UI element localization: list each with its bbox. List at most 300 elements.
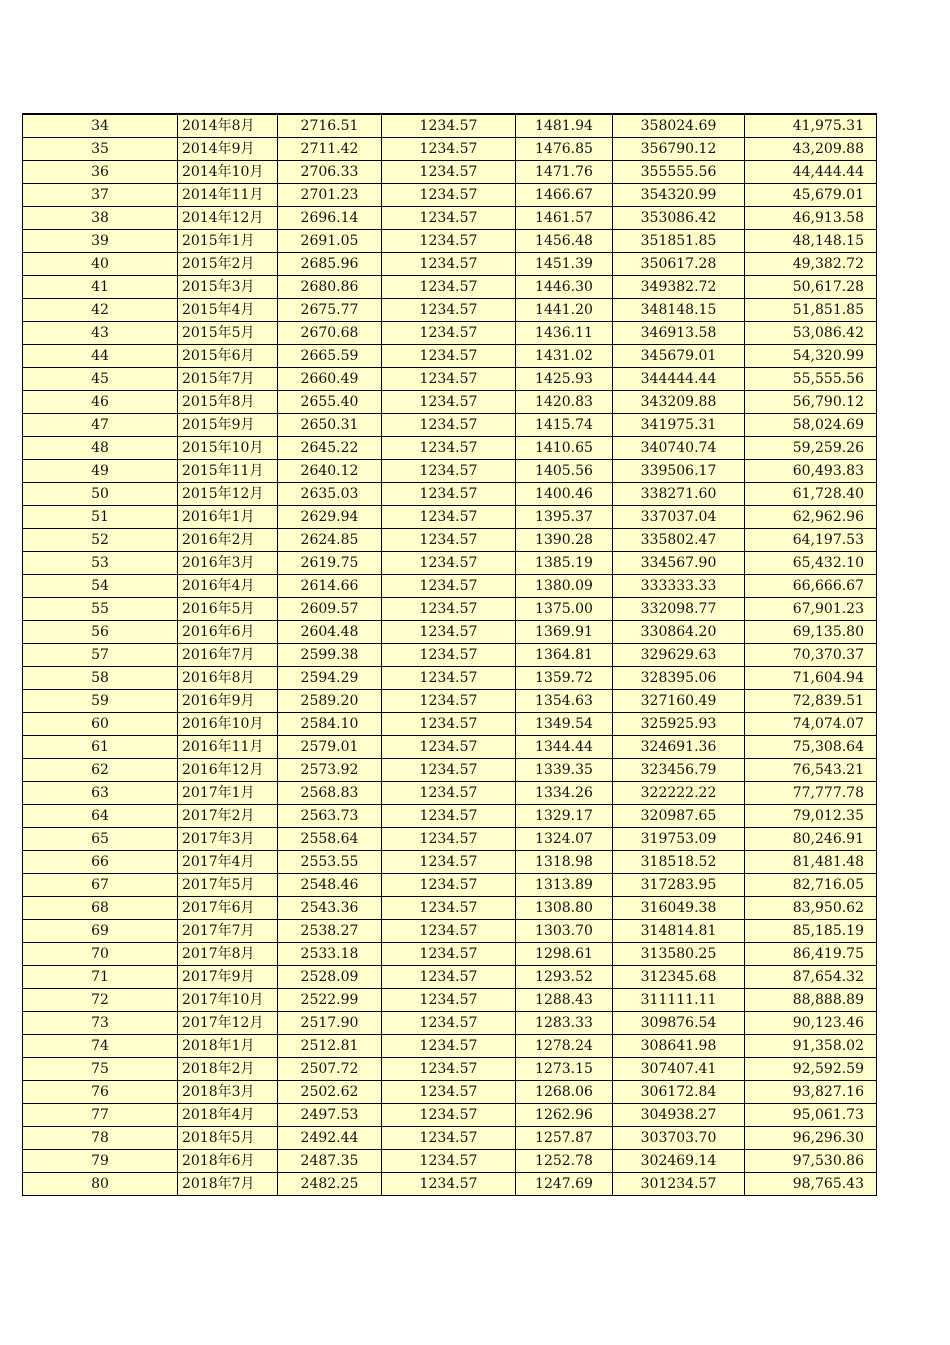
cell-payment: 2482.25 xyxy=(278,1173,382,1196)
cell-interest: 1471.76 xyxy=(516,161,613,184)
cell-no: 34 xyxy=(23,114,178,138)
cell-no: 65 xyxy=(23,828,178,851)
cell-interest: 1405.56 xyxy=(516,460,613,483)
cell-balance: 332098.77 xyxy=(613,598,745,621)
cell-principal: 1234.57 xyxy=(382,276,516,299)
table-row xyxy=(23,161,877,184)
cell-date: 2016年11月 xyxy=(178,736,278,759)
cell-principal: 1234.57 xyxy=(382,575,516,598)
cell-payment: 2635.03 xyxy=(278,483,382,506)
cell-paid_total: 51,851.85 xyxy=(745,299,877,322)
cell-balance: 328395.06 xyxy=(613,667,745,690)
cell-paid_total: 48,148.15 xyxy=(745,230,877,253)
cell-principal: 1234.57 xyxy=(382,759,516,782)
loan-schedule-table xyxy=(22,113,877,1196)
cell-date: 2018年2月 xyxy=(178,1058,278,1081)
cell-payment: 2507.72 xyxy=(278,1058,382,1081)
cell-interest: 1298.61 xyxy=(516,943,613,966)
cell-date: 2017年9月 xyxy=(178,966,278,989)
cell-no: 79 xyxy=(23,1150,178,1173)
cell-interest: 1461.57 xyxy=(516,207,613,230)
cell-paid_total: 60,493.83 xyxy=(745,460,877,483)
cell-paid_total: 45,679.01 xyxy=(745,184,877,207)
table-row xyxy=(23,1150,877,1173)
cell-date: 2017年12月 xyxy=(178,1012,278,1035)
cell-principal: 1234.57 xyxy=(382,1058,516,1081)
cell-principal: 1234.57 xyxy=(382,920,516,943)
cell-balance: 317283.95 xyxy=(613,874,745,897)
cell-balance: 323456.79 xyxy=(613,759,745,782)
cell-paid_total: 93,827.16 xyxy=(745,1081,877,1104)
cell-no: 64 xyxy=(23,805,178,828)
cell-principal: 1234.57 xyxy=(382,1035,516,1058)
cell-balance: 325925.93 xyxy=(613,713,745,736)
table-row xyxy=(23,805,877,828)
cell-interest: 1329.17 xyxy=(516,805,613,828)
table-row xyxy=(23,644,877,667)
cell-payment: 2619.75 xyxy=(278,552,382,575)
cell-balance: 307407.41 xyxy=(613,1058,745,1081)
cell-interest: 1431.02 xyxy=(516,345,613,368)
table-row xyxy=(23,1012,877,1035)
cell-date: 2015年11月 xyxy=(178,460,278,483)
cell-date: 2018年4月 xyxy=(178,1104,278,1127)
cell-no: 69 xyxy=(23,920,178,943)
cell-no: 52 xyxy=(23,529,178,552)
cell-paid_total: 76,543.21 xyxy=(745,759,877,782)
cell-interest: 1354.63 xyxy=(516,690,613,713)
table-row xyxy=(23,1081,877,1104)
cell-interest: 1247.69 xyxy=(516,1173,613,1196)
cell-payment: 2568.83 xyxy=(278,782,382,805)
cell-paid_total: 50,617.28 xyxy=(745,276,877,299)
cell-no: 45 xyxy=(23,368,178,391)
cell-payment: 2716.51 xyxy=(278,114,382,138)
cell-balance: 318518.52 xyxy=(613,851,745,874)
table-row xyxy=(23,667,877,690)
cell-paid_total: 77,777.78 xyxy=(745,782,877,805)
cell-payment: 2660.49 xyxy=(278,368,382,391)
cell-paid_total: 44,444.44 xyxy=(745,161,877,184)
cell-no: 73 xyxy=(23,1012,178,1035)
cell-date: 2016年3月 xyxy=(178,552,278,575)
cell-principal: 1234.57 xyxy=(382,598,516,621)
cell-no: 53 xyxy=(23,552,178,575)
cell-paid_total: 72,839.51 xyxy=(745,690,877,713)
cell-balance: 309876.54 xyxy=(613,1012,745,1035)
cell-balance: 335802.47 xyxy=(613,529,745,552)
cell-principal: 1234.57 xyxy=(382,299,516,322)
cell-date: 2017年3月 xyxy=(178,828,278,851)
cell-payment: 2701.23 xyxy=(278,184,382,207)
cell-principal: 1234.57 xyxy=(382,460,516,483)
cell-no: 46 xyxy=(23,391,178,414)
cell-interest: 1420.83 xyxy=(516,391,613,414)
cell-date: 2017年4月 xyxy=(178,851,278,874)
cell-balance: 334567.90 xyxy=(613,552,745,575)
table-row xyxy=(23,184,877,207)
cell-paid_total: 82,716.05 xyxy=(745,874,877,897)
cell-interest: 1349.54 xyxy=(516,713,613,736)
table-row xyxy=(23,414,877,437)
cell-interest: 1441.20 xyxy=(516,299,613,322)
table-row xyxy=(23,920,877,943)
table-row xyxy=(23,828,877,851)
cell-principal: 1234.57 xyxy=(382,506,516,529)
table-row xyxy=(23,1104,877,1127)
cell-balance: 351851.85 xyxy=(613,230,745,253)
cell-principal: 1234.57 xyxy=(382,184,516,207)
cell-paid_total: 71,604.94 xyxy=(745,667,877,690)
cell-date: 2015年10月 xyxy=(178,437,278,460)
table-row xyxy=(23,897,877,920)
cell-balance: 353086.42 xyxy=(613,207,745,230)
table-row xyxy=(23,253,877,276)
cell-balance: 330864.20 xyxy=(613,621,745,644)
cell-principal: 1234.57 xyxy=(382,253,516,276)
cell-payment: 2573.92 xyxy=(278,759,382,782)
cell-date: 2015年7月 xyxy=(178,368,278,391)
cell-interest: 1415.74 xyxy=(516,414,613,437)
cell-no: 49 xyxy=(23,460,178,483)
cell-no: 55 xyxy=(23,598,178,621)
table-row xyxy=(23,529,877,552)
cell-date: 2015年8月 xyxy=(178,391,278,414)
cell-no: 60 xyxy=(23,713,178,736)
cell-principal: 1234.57 xyxy=(382,391,516,414)
cell-principal: 1234.57 xyxy=(382,713,516,736)
cell-interest: 1324.07 xyxy=(516,828,613,851)
cell-payment: 2650.31 xyxy=(278,414,382,437)
cell-interest: 1318.98 xyxy=(516,851,613,874)
cell-paid_total: 70,370.37 xyxy=(745,644,877,667)
cell-interest: 1425.93 xyxy=(516,368,613,391)
cell-payment: 2696.14 xyxy=(278,207,382,230)
cell-payment: 2553.55 xyxy=(278,851,382,874)
cell-interest: 1410.65 xyxy=(516,437,613,460)
cell-no: 50 xyxy=(23,483,178,506)
table-row xyxy=(23,759,877,782)
cell-date: 2014年12月 xyxy=(178,207,278,230)
cell-paid_total: 79,012.35 xyxy=(745,805,877,828)
cell-paid_total: 91,358.02 xyxy=(745,1035,877,1058)
cell-payment: 2502.62 xyxy=(278,1081,382,1104)
cell-interest: 1481.94 xyxy=(516,114,613,138)
cell-no: 51 xyxy=(23,506,178,529)
table-row xyxy=(23,851,877,874)
cell-payment: 2594.29 xyxy=(278,667,382,690)
cell-principal: 1234.57 xyxy=(382,1104,516,1127)
cell-interest: 1288.43 xyxy=(516,989,613,1012)
cell-balance: 349382.72 xyxy=(613,276,745,299)
cell-paid_total: 69,135.80 xyxy=(745,621,877,644)
cell-paid_total: 90,123.46 xyxy=(745,1012,877,1035)
cell-principal: 1234.57 xyxy=(382,1150,516,1173)
cell-date: 2018年7月 xyxy=(178,1173,278,1196)
cell-interest: 1334.26 xyxy=(516,782,613,805)
cell-principal: 1234.57 xyxy=(382,322,516,345)
cell-payment: 2604.48 xyxy=(278,621,382,644)
cell-paid_total: 83,950.62 xyxy=(745,897,877,920)
cell-payment: 2655.40 xyxy=(278,391,382,414)
table-row xyxy=(23,276,877,299)
cell-no: 77 xyxy=(23,1104,178,1127)
cell-interest: 1293.52 xyxy=(516,966,613,989)
cell-principal: 1234.57 xyxy=(382,943,516,966)
cell-paid_total: 92,592.59 xyxy=(745,1058,877,1081)
cell-balance: 304938.27 xyxy=(613,1104,745,1127)
cell-balance: 319753.09 xyxy=(613,828,745,851)
table-row xyxy=(23,621,877,644)
table-row xyxy=(23,138,877,161)
cell-paid_total: 74,074.07 xyxy=(745,713,877,736)
cell-date: 2017年1月 xyxy=(178,782,278,805)
cell-balance: 312345.68 xyxy=(613,966,745,989)
cell-interest: 1359.72 xyxy=(516,667,613,690)
cell-interest: 1369.91 xyxy=(516,621,613,644)
cell-no: 56 xyxy=(23,621,178,644)
cell-balance: 308641.98 xyxy=(613,1035,745,1058)
cell-payment: 2589.20 xyxy=(278,690,382,713)
cell-date: 2015年2月 xyxy=(178,253,278,276)
cell-principal: 1234.57 xyxy=(382,483,516,506)
cell-paid_total: 85,185.19 xyxy=(745,920,877,943)
cell-interest: 1375.00 xyxy=(516,598,613,621)
cell-date: 2018年3月 xyxy=(178,1081,278,1104)
table-row xyxy=(23,1035,877,1058)
cell-interest: 1278.24 xyxy=(516,1035,613,1058)
cell-date: 2017年7月 xyxy=(178,920,278,943)
cell-date: 2015年12月 xyxy=(178,483,278,506)
table-row xyxy=(23,736,877,759)
cell-no: 75 xyxy=(23,1058,178,1081)
cell-payment: 2629.94 xyxy=(278,506,382,529)
cell-principal: 1234.57 xyxy=(382,667,516,690)
cell-principal: 1234.57 xyxy=(382,874,516,897)
cell-no: 71 xyxy=(23,966,178,989)
cell-date: 2018年1月 xyxy=(178,1035,278,1058)
table-row xyxy=(23,943,877,966)
cell-balance: 354320.99 xyxy=(613,184,745,207)
cell-date: 2015年5月 xyxy=(178,322,278,345)
cell-paid_total: 64,197.53 xyxy=(745,529,877,552)
cell-interest: 1344.44 xyxy=(516,736,613,759)
cell-no: 74 xyxy=(23,1035,178,1058)
cell-date: 2014年11月 xyxy=(178,184,278,207)
cell-date: 2017年5月 xyxy=(178,874,278,897)
cell-principal: 1234.57 xyxy=(382,1127,516,1150)
cell-no: 76 xyxy=(23,1081,178,1104)
cell-interest: 1385.19 xyxy=(516,552,613,575)
cell-no: 62 xyxy=(23,759,178,782)
cell-no: 35 xyxy=(23,138,178,161)
cell-no: 43 xyxy=(23,322,178,345)
cell-interest: 1308.80 xyxy=(516,897,613,920)
cell-paid_total: 86,419.75 xyxy=(745,943,877,966)
cell-payment: 2584.10 xyxy=(278,713,382,736)
cell-principal: 1234.57 xyxy=(382,989,516,1012)
cell-no: 67 xyxy=(23,874,178,897)
cell-paid_total: 66,666.67 xyxy=(745,575,877,598)
cell-payment: 2624.85 xyxy=(278,529,382,552)
cell-balance: 313580.25 xyxy=(613,943,745,966)
cell-interest: 1400.46 xyxy=(516,483,613,506)
cell-payment: 2665.59 xyxy=(278,345,382,368)
cell-paid_total: 43,209.88 xyxy=(745,138,877,161)
cell-date: 2016年1月 xyxy=(178,506,278,529)
cell-balance: 329629.63 xyxy=(613,644,745,667)
cell-paid_total: 49,382.72 xyxy=(745,253,877,276)
cell-date: 2016年8月 xyxy=(178,667,278,690)
cell-principal: 1234.57 xyxy=(382,414,516,437)
cell-no: 48 xyxy=(23,437,178,460)
cell-paid_total: 95,061.73 xyxy=(745,1104,877,1127)
cell-paid_total: 80,246.91 xyxy=(745,828,877,851)
table-row xyxy=(23,114,877,138)
cell-no: 41 xyxy=(23,276,178,299)
cell-balance: 306172.84 xyxy=(613,1081,745,1104)
cell-date: 2016年5月 xyxy=(178,598,278,621)
table-row xyxy=(23,437,877,460)
table-row xyxy=(23,598,877,621)
cell-payment: 2640.12 xyxy=(278,460,382,483)
cell-paid_total: 62,962.96 xyxy=(745,506,877,529)
cell-paid_total: 59,259.26 xyxy=(745,437,877,460)
cell-payment: 2706.33 xyxy=(278,161,382,184)
cell-balance: 311111.11 xyxy=(613,989,745,1012)
cell-date: 2016年12月 xyxy=(178,759,278,782)
cell-date: 2015年6月 xyxy=(178,345,278,368)
table-row xyxy=(23,552,877,575)
cell-no: 40 xyxy=(23,253,178,276)
table-row xyxy=(23,322,877,345)
cell-payment: 2645.22 xyxy=(278,437,382,460)
table-row xyxy=(23,230,877,253)
cell-interest: 1390.28 xyxy=(516,529,613,552)
cell-balance: 348148.15 xyxy=(613,299,745,322)
cell-interest: 1283.33 xyxy=(516,1012,613,1035)
cell-no: 59 xyxy=(23,690,178,713)
cell-balance: 303703.70 xyxy=(613,1127,745,1150)
cell-paid_total: 65,432.10 xyxy=(745,552,877,575)
cell-date: 2017年8月 xyxy=(178,943,278,966)
table-row xyxy=(23,460,877,483)
cell-paid_total: 98,765.43 xyxy=(745,1173,877,1196)
cell-date: 2016年6月 xyxy=(178,621,278,644)
table-row xyxy=(23,368,877,391)
table-row xyxy=(23,483,877,506)
table-row xyxy=(23,1173,877,1196)
cell-interest: 1476.85 xyxy=(516,138,613,161)
cell-payment: 2497.53 xyxy=(278,1104,382,1127)
cell-balance: 341975.31 xyxy=(613,414,745,437)
cell-principal: 1234.57 xyxy=(382,805,516,828)
cell-paid_total: 55,555.56 xyxy=(745,368,877,391)
cell-payment: 2670.68 xyxy=(278,322,382,345)
cell-interest: 1446.30 xyxy=(516,276,613,299)
cell-balance: 356790.12 xyxy=(613,138,745,161)
cell-interest: 1456.48 xyxy=(516,230,613,253)
cell-no: 54 xyxy=(23,575,178,598)
cell-payment: 2492.44 xyxy=(278,1127,382,1150)
cell-payment: 2517.90 xyxy=(278,1012,382,1035)
table-row xyxy=(23,989,877,1012)
cell-payment: 2675.77 xyxy=(278,299,382,322)
cell-no: 38 xyxy=(23,207,178,230)
cell-principal: 1234.57 xyxy=(382,552,516,575)
cell-principal: 1234.57 xyxy=(382,161,516,184)
cell-interest: 1273.15 xyxy=(516,1058,613,1081)
cell-date: 2014年8月 xyxy=(178,114,278,138)
cell-payment: 2543.36 xyxy=(278,897,382,920)
cell-payment: 2538.27 xyxy=(278,920,382,943)
cell-balance: 340740.74 xyxy=(613,437,745,460)
cell-principal: 1234.57 xyxy=(382,644,516,667)
cell-payment: 2685.96 xyxy=(278,253,382,276)
cell-no: 68 xyxy=(23,897,178,920)
cell-interest: 1364.81 xyxy=(516,644,613,667)
cell-payment: 2512.81 xyxy=(278,1035,382,1058)
cell-balance: 355555.56 xyxy=(613,161,745,184)
cell-payment: 2614.66 xyxy=(278,575,382,598)
cell-date: 2015年3月 xyxy=(178,276,278,299)
cell-payment: 2522.99 xyxy=(278,989,382,1012)
table-row xyxy=(23,782,877,805)
table-row xyxy=(23,345,877,368)
cell-interest: 1436.11 xyxy=(516,322,613,345)
cell-balance: 337037.04 xyxy=(613,506,745,529)
table-row xyxy=(23,506,877,529)
cell-payment: 2711.42 xyxy=(278,138,382,161)
cell-balance: 301234.57 xyxy=(613,1173,745,1196)
cell-interest: 1313.89 xyxy=(516,874,613,897)
cell-principal: 1234.57 xyxy=(382,966,516,989)
cell-principal: 1234.57 xyxy=(382,1012,516,1035)
cell-interest: 1380.09 xyxy=(516,575,613,598)
cell-paid_total: 61,728.40 xyxy=(745,483,877,506)
table-row xyxy=(23,207,877,230)
cell-principal: 1234.57 xyxy=(382,1081,516,1104)
cell-date: 2016年2月 xyxy=(178,529,278,552)
cell-date: 2017年6月 xyxy=(178,897,278,920)
cell-principal: 1234.57 xyxy=(382,782,516,805)
cell-balance: 358024.69 xyxy=(613,114,745,138)
cell-date: 2016年9月 xyxy=(178,690,278,713)
cell-balance: 345679.01 xyxy=(613,345,745,368)
cell-interest: 1466.67 xyxy=(516,184,613,207)
cell-interest: 1339.35 xyxy=(516,759,613,782)
table-row xyxy=(23,713,877,736)
cell-no: 58 xyxy=(23,667,178,690)
cell-no: 47 xyxy=(23,414,178,437)
table-row xyxy=(23,1127,877,1150)
cell-principal: 1234.57 xyxy=(382,690,516,713)
cell-principal: 1234.57 xyxy=(382,897,516,920)
cell-balance: 343209.88 xyxy=(613,391,745,414)
cell-date: 2014年9月 xyxy=(178,138,278,161)
cell-paid_total: 54,320.99 xyxy=(745,345,877,368)
cell-paid_total: 97,530.86 xyxy=(745,1150,877,1173)
table-row xyxy=(23,874,877,897)
cell-payment: 2563.73 xyxy=(278,805,382,828)
cell-no: 78 xyxy=(23,1127,178,1150)
cell-date: 2014年10月 xyxy=(178,161,278,184)
cell-date: 2015年9月 xyxy=(178,414,278,437)
cell-no: 44 xyxy=(23,345,178,368)
cell-paid_total: 75,308.64 xyxy=(745,736,877,759)
cell-date: 2017年10月 xyxy=(178,989,278,1012)
cell-balance: 322222.22 xyxy=(613,782,745,805)
